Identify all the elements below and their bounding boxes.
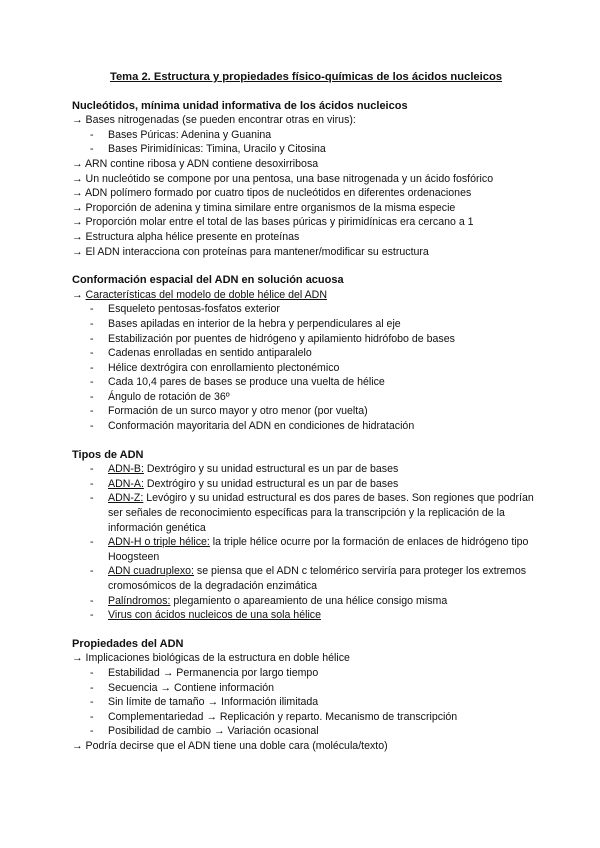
bullet-text: Esqueleto pentosas-fosfatos exterior [108, 303, 280, 316]
bullet-text: Palíndromos: plegamiento o apareamiento de una hélice consigo misma [108, 594, 448, 607]
bullet-item [72, 142, 540, 157]
bullet-text [108, 608, 540, 623]
bullet-text: Complementariedad → Replicación y reparto. Mecanismo de transcripción [108, 710, 458, 723]
section-heading: Conformación espacial del ADN en solución acuosa [72, 274, 344, 287]
bullet-item [72, 710, 540, 725]
bullet-text: ADN-B: Dextrógiro y su unidad estructural es un par de bases [108, 463, 399, 476]
bullet-item [72, 477, 540, 492]
bullet-text: Sin límite de tamaño → Información ilimitada [108, 696, 319, 709]
section-2 [72, 273, 540, 434]
dash-marker: - [90, 303, 94, 316]
bullet-item [72, 564, 540, 593]
arrow-line: → Proporción de adenina y timina similare entre organismos de la misma especie [72, 201, 456, 214]
bullet-item [72, 390, 540, 405]
bullet-item [72, 346, 540, 361]
dash-marker: - [90, 710, 94, 723]
bullet-text: Formación de un surco mayor y otro menor (por vuelta) [108, 405, 368, 418]
bullet-item [72, 332, 540, 347]
bullet-item [72, 724, 540, 739]
document-body [72, 99, 540, 754]
dash-marker: - [90, 666, 94, 679]
section-4 [72, 637, 540, 754]
bullet-text: ADN-Z: Levógiro y su unidad estructural es dos pares de bases. Son regiones que podrían ser señales de reconocimiento específicas para la transcripción y la replicación de la información genética [108, 492, 534, 534]
dash-marker: - [90, 347, 94, 360]
dash-marker: - [90, 594, 94, 607]
dash-marker: - [90, 405, 94, 418]
arrow-line: → Proporción molar entre el total de las bases púricas y pirimidínicas era cercano a 1 [72, 216, 474, 229]
bullet-item [72, 361, 540, 376]
bullet-text: Cada 10,4 pares de bases se produce una vuelta de hélice [108, 376, 385, 389]
dash-marker: - [90, 565, 94, 578]
arrow-line: → Estructura alpha hélice presente en proteínas [72, 230, 300, 243]
bullet-item [72, 404, 540, 419]
bullet-text: Secuencia → Contiene información [108, 681, 275, 694]
arrow-line: → ADN polímero formado por cuatro tipos de nucleótidos en diferentes ordenaciones [72, 187, 472, 200]
bullet-item [72, 491, 540, 535]
bullet-text: Estabilización por puentes de hidrógeno y apilamiento hidrófobo de bases [108, 332, 455, 345]
bullet-text: Conformación mayoritaria del ADN en condiciones de hidratación [108, 420, 415, 433]
bullet-item [72, 302, 540, 317]
bullet-text: ADN cuadruplexo: se piensa que el ADN c telomérico serviría para proteger los extremos cromosómicos de la degradación enzimática [108, 565, 527, 592]
bullet-text: Bases Púricas: Adenina y Guanina [108, 128, 272, 141]
section-heading: Tipos de ADN [72, 448, 144, 461]
bullet-item [72, 608, 540, 623]
bullet-item [72, 128, 540, 143]
dash-marker: - [90, 725, 94, 738]
bullet-text: ADN-H o triple hélice: la triple hélice ocurre por la formación de enlaces de hidrógeno tipo Hoogsteen [108, 536, 529, 563]
section-heading: Nucleótidos, mínima unidad informativa de los ácidos nucleicos [72, 99, 408, 112]
underlined-term: ADN-H o triple hélice: [108, 536, 210, 549]
dash-marker: - [90, 420, 94, 433]
bullet-text: Cadenas enrolladas en sentido antiparalelo [108, 347, 312, 360]
section-1 [72, 99, 540, 260]
underlined-term: ADN cuadruplexo: [108, 565, 194, 578]
dash-marker: - [90, 143, 94, 156]
dash-marker: - [90, 128, 94, 141]
bullet-item [72, 666, 540, 681]
bullet-item [72, 681, 540, 696]
arrow-line: → El ADN interacciona con proteínas para mantener/modificar su estructura [72, 245, 429, 258]
bullet-item [72, 695, 540, 710]
underlined-term: ADN-A: [108, 477, 144, 490]
underlined-term: ADN-B: [108, 463, 144, 476]
bullet-item [72, 419, 540, 434]
bullet-text: Bases Pirimidínicas: Timina, Uracilo y Citosina [108, 143, 326, 156]
document-title: Tema 2. Estructura y propiedades físico-químicas de los ácidos nucleicos [109, 71, 503, 83]
underlined-term: Palíndromos: [108, 594, 171, 607]
bullet-text: ADN-A: Dextrógiro y su unidad estructural es un par de bases [108, 477, 399, 490]
arrow-line: → ARN contine ribosa y ADN contiene desoxirribosa [72, 157, 319, 170]
bullet-text: Bases apiladas en interior de la hebra y perpendiculares al eje [108, 317, 401, 330]
dash-marker: - [90, 361, 94, 374]
dash-marker: - [90, 477, 94, 490]
bullet-item [72, 535, 540, 564]
bullet-text: Posibilidad de cambio → Variación ocasional [108, 725, 319, 738]
dash-marker: - [90, 609, 94, 622]
dash-marker: - [90, 681, 94, 694]
section-3 [72, 448, 540, 623]
dash-marker: - [90, 317, 94, 330]
bullet-item [72, 594, 540, 609]
dash-marker: - [90, 536, 94, 549]
arrow-line: → Un nucleótido se compone por una pentosa, una base nitrogenada y un ácido fosfórico [72, 172, 494, 185]
dash-marker: - [90, 376, 94, 389]
dash-marker: - [90, 463, 94, 476]
bullet-item [72, 317, 540, 332]
dash-marker: - [90, 492, 94, 505]
arrow-line: → Implicaciones biológicas de la estructura en doble hélice [72, 652, 350, 665]
arrow-line [72, 288, 540, 303]
underlined-term: ADN-Z: [108, 492, 144, 505]
underlined-term: Características del modelo de doble hélice del ADN [85, 288, 327, 301]
bullet-item [72, 375, 540, 390]
dash-marker: - [90, 696, 94, 709]
arrow-prefix: → [72, 288, 86, 301]
arrow-line: → Podría decirse que el ADN tiene una doble cara (molécula/texto) [72, 739, 388, 752]
dash-marker: - [90, 390, 94, 403]
bullet-text: Ángulo de rotación de 36º [108, 390, 230, 403]
underlined-term: Virus con ácidos nucleicos de una sola hélice [108, 609, 321, 622]
bullet-item [72, 462, 540, 477]
arrow-line: → Bases nitrogenadas (se pueden encontrar otras en virus): [72, 114, 356, 127]
bullet-text: Estabilidad → Permanencia por largo tiempo [108, 666, 319, 679]
dash-marker: - [90, 332, 94, 345]
bullet-text: Hélice dextrógira con enrollamiento plectonémico [108, 361, 340, 374]
section-heading: Propiedades del ADN [72, 637, 184, 650]
